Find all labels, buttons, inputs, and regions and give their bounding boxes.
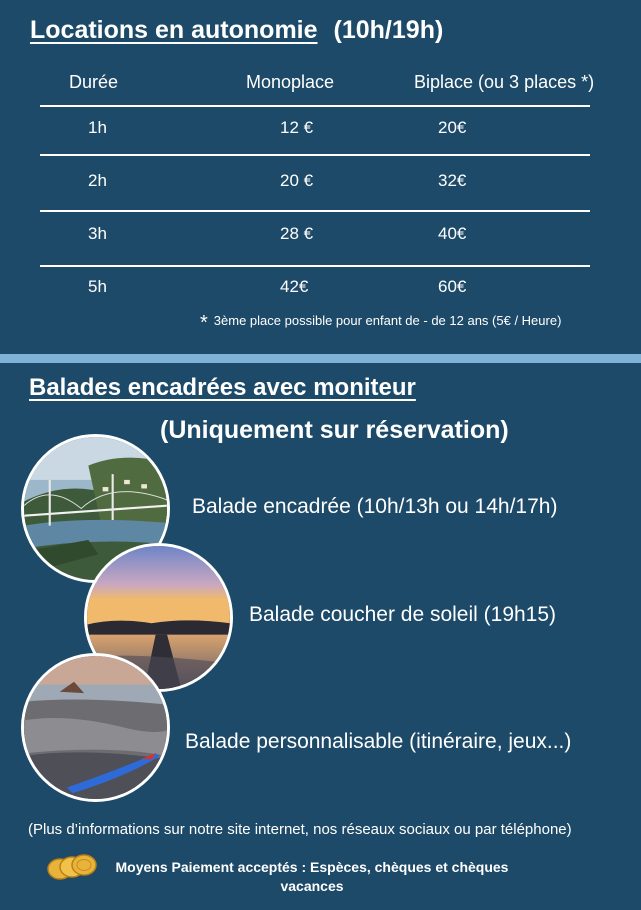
table-divider [40, 105, 590, 107]
table-divider [40, 210, 590, 212]
tour-3-label: Balade personnalisable (itinéraire, jeux...) [185, 730, 572, 753]
tour-1-label: Balade encadrée (10h/13h ou 14h/17h) [192, 495, 558, 518]
row-3-double: 40€ [438, 224, 467, 243]
footnote-star: * [200, 312, 208, 334]
rental-title-text: Locations en autonomie [30, 16, 318, 44]
row-4-single: 42€ [280, 277, 309, 296]
table-divider [40, 265, 590, 267]
guided-subtitle: (Uniquement sur réservation) [160, 416, 509, 444]
rental-hours: (10h/19h) [333, 16, 444, 44]
tour-2-label: Balade coucher de soleil (19h15) [249, 603, 557, 626]
row-2-duration: 2h [88, 171, 107, 190]
row-3-single: 28 € [280, 224, 314, 243]
header-double: Biplace (ou 3 places *) [414, 72, 595, 92]
row-1-single: 12 € [280, 118, 314, 137]
footnote-text: 3ème place possible pour enfant de - de 12 ans (5€ / Heure) [213, 313, 562, 328]
row-4-double: 60€ [438, 277, 467, 296]
kayak-rocks-photo [21, 653, 170, 802]
header-single: Monoplace [246, 72, 335, 92]
footnote [200, 312, 561, 335]
section-divider [0, 354, 641, 363]
coins-icon [46, 852, 98, 882]
row-3-duration: 3h [88, 224, 107, 243]
row-4-duration: 5h [88, 277, 107, 296]
payment-methods: Moyens Paiement acceptés : Espèces, chèques et chèques vacances [115, 859, 509, 894]
header-duration: Durée [69, 72, 119, 92]
row-1-duration: 1h [88, 118, 107, 137]
rental-title [30, 16, 443, 45]
table-divider [40, 154, 590, 156]
row-1-double: 20€ [438, 118, 467, 137]
row-2-single: 20 € [280, 171, 314, 190]
guided-title: Balades encadrées avec moniteur [29, 374, 416, 401]
row-2-double: 32€ [438, 171, 467, 190]
more-info-text: (Plus d’informations sur notre site internet, nos réseaux sociaux ou par téléphone) [28, 821, 572, 838]
